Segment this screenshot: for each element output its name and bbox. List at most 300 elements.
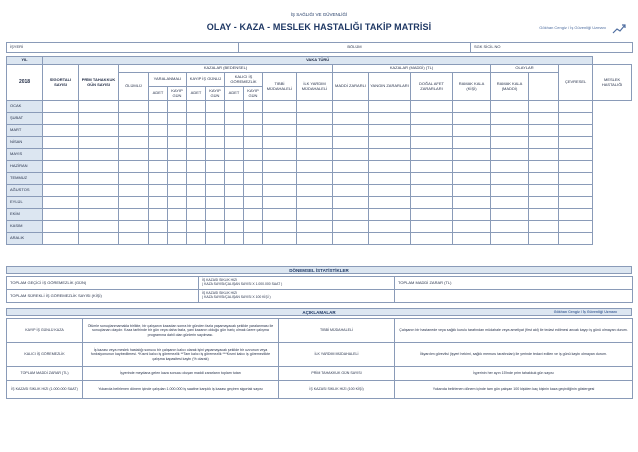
data-cell[interactable]	[225, 233, 244, 245]
data-cell[interactable]	[411, 221, 453, 233]
data-cell[interactable]	[453, 209, 491, 221]
info-row	[6, 42, 633, 53]
data-cell[interactable]	[79, 113, 119, 125]
data-cell[interactable]	[529, 197, 559, 209]
data-cell[interactable]	[225, 101, 244, 113]
data-cell[interactable]	[225, 149, 244, 161]
data-cell[interactable]	[168, 185, 187, 197]
data-cell[interactable]	[453, 185, 491, 197]
data-cell[interactable]	[244, 185, 263, 197]
data-cell[interactable]	[559, 137, 593, 149]
data-cell[interactable]	[187, 197, 206, 209]
data-cell[interactable]	[149, 233, 168, 245]
data-cell[interactable]	[529, 185, 559, 197]
data-cell[interactable]	[225, 173, 244, 185]
data-cell[interactable]	[79, 125, 119, 137]
data-cell[interactable]	[333, 113, 369, 125]
lost-workday-days-header: KAYIP GÜN	[206, 87, 225, 101]
explanation-row	[7, 319, 633, 343]
fire-loss-header: YANGIN ZARARLARI	[369, 73, 411, 101]
table-row	[7, 113, 632, 125]
data-cell[interactable]	[333, 149, 369, 161]
data-cell[interactable]	[149, 149, 168, 161]
data-cell[interactable]	[297, 137, 333, 149]
data-cell[interactable]	[333, 209, 369, 221]
data-cell[interactable]	[491, 209, 529, 221]
data-cell[interactable]	[263, 149, 297, 161]
explanation-text: İşyerinin her ayın 15'inde prim tahakkuk gün sayısı	[395, 367, 633, 381]
month-label: ARALIK	[7, 233, 43, 245]
data-cell[interactable]	[149, 161, 168, 173]
table-row	[7, 125, 632, 137]
data-cell[interactable]	[369, 233, 411, 245]
accidents-material-header: KAZALAR (MADDİ) (TL)	[333, 65, 491, 73]
disability-count-header: ADET	[225, 87, 244, 101]
sgk-field[interactable]: SGK SİCİL NO	[471, 43, 633, 53]
data-cell[interactable]	[206, 233, 225, 245]
data-cell[interactable]	[79, 149, 119, 161]
data-cell[interactable]	[119, 149, 149, 161]
data-cell[interactable]	[453, 149, 491, 161]
data-cell[interactable]	[149, 197, 168, 209]
lost-workday-count-header: ADET	[187, 87, 206, 101]
material-damage-header: MADDİ ZARARLI	[333, 73, 369, 101]
data-cell[interactable]	[119, 161, 149, 173]
data-cell[interactable]	[333, 101, 369, 113]
data-cell[interactable]	[168, 161, 187, 173]
disability-days-header: KAYIP GÜN	[244, 87, 263, 101]
data-cell[interactable]	[263, 173, 297, 185]
data-cell[interactable]	[453, 221, 491, 233]
data-cell[interactable]	[43, 173, 79, 185]
data-cell[interactable]	[187, 233, 206, 245]
data-cell[interactable]	[206, 197, 225, 209]
data-cell[interactable]	[225, 161, 244, 173]
data-cell[interactable]	[168, 113, 187, 125]
data-cell[interactable]	[244, 149, 263, 161]
data-cell[interactable]	[79, 233, 119, 245]
data-cell[interactable]	[244, 161, 263, 173]
data-cell[interactable]	[206, 161, 225, 173]
data-cell[interactable]	[168, 149, 187, 161]
page-title: OLAY - KAZA - MESLEK HASTALIĞI TAKİP MATRİSİ	[206, 22, 432, 32]
explanation-text: Çalışanın bir hastanede veya sağlık kurulu tarafından müdahale veya ameliyat (first aid) ile tedavi edilmesi ancak kayıp iş günü olmayan durum.	[395, 319, 633, 343]
data-cell[interactable]	[491, 113, 529, 125]
data-cell[interactable]	[453, 137, 491, 149]
near-miss-person-header: RAMAK KALA (KİŞİ)	[453, 73, 491, 101]
data-cell[interactable]	[333, 197, 369, 209]
data-cell[interactable]	[263, 221, 297, 233]
data-cell[interactable]	[43, 209, 79, 221]
data-cell[interactable]	[297, 161, 333, 173]
data-cell[interactable]	[333, 185, 369, 197]
explanation-text: İşyerinde meydana gelen kaza sonucu oluşan maddi zararların toplam tutarı	[83, 367, 279, 381]
data-cell[interactable]	[119, 197, 149, 209]
data-cell[interactable]	[206, 125, 225, 137]
data-cell[interactable]	[411, 113, 453, 125]
data-cell[interactable]	[244, 125, 263, 137]
data-cell[interactable]	[491, 233, 529, 245]
month-label: EYLÜL	[7, 197, 43, 209]
perm-incapacity-label: TOPLAM SÜREKLİ İŞ GÖREMEZLİK SAYISI (KİŞİ)	[7, 290, 199, 303]
total-material-loss-label: TOPLAM MADDİ ZARAR (TL)	[395, 277, 633, 290]
month-label: TEMMUZ	[7, 173, 43, 185]
data-cell[interactable]	[491, 137, 529, 149]
month-label: NİSAN	[7, 137, 43, 149]
data-cell[interactable]	[206, 185, 225, 197]
data-cell[interactable]	[43, 137, 79, 149]
table-row	[7, 197, 632, 209]
data-cell[interactable]	[369, 137, 411, 149]
event-type-label: VAKA TÜRÜ	[43, 57, 593, 65]
data-cell[interactable]	[187, 113, 206, 125]
data-cell[interactable]	[119, 185, 149, 197]
stats-empty-cell	[395, 290, 633, 303]
data-cell[interactable]	[529, 173, 559, 185]
data-cell[interactable]	[244, 101, 263, 113]
data-cell[interactable]	[225, 113, 244, 125]
data-cell[interactable]	[263, 101, 297, 113]
table-row	[7, 209, 632, 221]
data-cell[interactable]	[559, 161, 593, 173]
data-cell[interactable]	[187, 149, 206, 161]
month-label: EKİM	[7, 209, 43, 221]
explanation-row	[7, 367, 633, 381]
data-cell[interactable]	[263, 185, 297, 197]
month-label: OCAK	[7, 101, 43, 113]
data-cell[interactable]	[187, 185, 206, 197]
tracking-matrix	[6, 56, 632, 245]
explanations-table	[6, 318, 633, 399]
data-cell[interactable]	[244, 233, 263, 245]
data-cell[interactable]	[411, 101, 453, 113]
data-cell[interactable]	[187, 173, 206, 185]
data-cell[interactable]	[529, 149, 559, 161]
data-cell[interactable]	[529, 137, 559, 149]
data-cell[interactable]	[297, 173, 333, 185]
table-row	[7, 221, 632, 233]
data-cell[interactable]	[263, 125, 297, 137]
data-cell[interactable]	[333, 221, 369, 233]
explanation-text: Yukarıda belirlenen dönem içinde çalışılan 1.000.000 iş saatine karşılık iş kazası geçiren sigortalı sayısı	[83, 381, 279, 399]
table-row	[7, 233, 632, 245]
data-cell[interactable]	[187, 209, 206, 221]
data-cell[interactable]	[559, 209, 593, 221]
data-cell[interactable]	[559, 185, 593, 197]
data-cell[interactable]	[119, 233, 149, 245]
explanations-note: Gökhan Cengiz / İş Güvenliği Uzmanı	[553, 310, 617, 314]
table-row	[7, 137, 632, 149]
data-cell[interactable]	[79, 101, 119, 113]
data-cell[interactable]	[411, 197, 453, 209]
data-cell[interactable]	[297, 125, 333, 137]
data-cell[interactable]	[559, 101, 593, 113]
explanation-row	[7, 381, 633, 399]
treatment-header: TIBBİ MÜDAHALELİ	[263, 73, 297, 101]
disability-header: KALICI İŞ GÖREMEZLİK	[225, 73, 263, 87]
data-cell[interactable]	[369, 197, 411, 209]
data-cell[interactable]	[244, 221, 263, 233]
lost-workday-header: KAYIP İŞ GÜNLÜ	[187, 73, 225, 87]
data-cell[interactable]	[225, 185, 244, 197]
data-cell[interactable]	[79, 209, 119, 221]
data-cell[interactable]	[168, 125, 187, 137]
data-cell[interactable]	[119, 209, 149, 221]
data-cell[interactable]	[453, 173, 491, 185]
explanation-term: İLK YARDIM MÜDAHALELİ	[279, 343, 395, 367]
data-cell[interactable]	[43, 161, 79, 173]
data-cell[interactable]	[43, 113, 79, 125]
data-cell[interactable]	[168, 221, 187, 233]
explanation-term: KAYIP İŞ GÜNLÜ KAZA	[7, 319, 83, 343]
data-cell[interactable]	[559, 197, 593, 209]
data-cell[interactable]	[453, 125, 491, 137]
data-cell[interactable]	[529, 221, 559, 233]
data-cell[interactable]	[369, 185, 411, 197]
data-cell[interactable]	[369, 149, 411, 161]
death-header: ÖLÜMLÜ	[119, 73, 149, 101]
trend-chart-icon	[612, 23, 626, 35]
data-cell[interactable]	[411, 125, 453, 137]
data-cell[interactable]	[149, 101, 168, 113]
data-cell[interactable]	[206, 137, 225, 149]
data-cell[interactable]	[369, 161, 411, 173]
data-cell[interactable]	[206, 101, 225, 113]
month-label: MART	[7, 125, 43, 137]
data-cell[interactable]	[297, 209, 333, 221]
data-cell[interactable]	[149, 125, 168, 137]
data-cell[interactable]	[411, 233, 453, 245]
data-cell[interactable]	[297, 149, 333, 161]
stats-table	[6, 276, 633, 303]
data-cell[interactable]	[263, 113, 297, 125]
data-cell[interactable]	[529, 113, 559, 125]
data-cell[interactable]	[559, 233, 593, 245]
data-cell[interactable]	[187, 221, 206, 233]
data-cell[interactable]	[206, 209, 225, 221]
data-cell[interactable]	[79, 221, 119, 233]
data-cell[interactable]	[43, 185, 79, 197]
data-cell[interactable]	[79, 197, 119, 209]
data-cell[interactable]	[149, 173, 168, 185]
data-cell[interactable]	[559, 149, 593, 161]
data-cell[interactable]	[411, 209, 453, 221]
data-cell[interactable]	[225, 137, 244, 149]
data-cell[interactable]	[244, 173, 263, 185]
data-cell[interactable]	[187, 137, 206, 149]
data-cell[interactable]	[187, 161, 206, 173]
table-row	[7, 101, 632, 113]
explanation-term: İŞ KAZASI SIKLIK HIZI (1.000.000 SAAT)	[7, 381, 83, 399]
data-cell[interactable]	[168, 233, 187, 245]
data-cell[interactable]	[149, 209, 168, 221]
data-cell[interactable]	[411, 137, 453, 149]
data-cell[interactable]	[297, 185, 333, 197]
data-cell[interactable]	[453, 197, 491, 209]
data-cell[interactable]	[225, 209, 244, 221]
incidents-header: OLAYLAR	[491, 65, 559, 73]
data-cell[interactable]	[529, 161, 559, 173]
data-cell[interactable]	[453, 161, 491, 173]
data-cell[interactable]	[263, 197, 297, 209]
data-cell[interactable]	[43, 125, 79, 137]
department-field[interactable]: BÖLÜM	[239, 43, 471, 53]
author-note: Gökhan Cengiz / İş Güvenliği Uzmanı	[539, 25, 606, 30]
data-cell[interactable]	[297, 101, 333, 113]
data-cell[interactable]	[453, 101, 491, 113]
explanation-text: İlkyardım görevlisi (işyeri hekimi, sağlık memuru tarafından) ile yerinde tedavi edilen ve iş günü kaybı olmayan durum.	[395, 343, 633, 367]
header-subtitle: İŞ SAĞLIĞI VE GÜVENLİĞİ	[290, 12, 348, 17]
data-cell[interactable]	[559, 173, 593, 185]
data-cell[interactable]	[529, 233, 559, 245]
data-cell[interactable]	[225, 125, 244, 137]
data-cell[interactable]	[119, 221, 149, 233]
temp-incapacity-label: TOPLAM GEÇİCİ İŞ GÖREMEZLİK (GÜN)	[7, 277, 199, 290]
data-cell[interactable]	[491, 149, 529, 161]
data-cell[interactable]	[491, 197, 529, 209]
data-cell[interactable]	[559, 113, 593, 125]
data-cell[interactable]	[297, 221, 333, 233]
data-cell[interactable]	[333, 125, 369, 137]
data-cell[interactable]	[244, 209, 263, 221]
data-cell[interactable]	[263, 233, 297, 245]
explanation-term: PRİM TAHAKKUK GÜN SAYISI	[279, 367, 395, 381]
data-cell[interactable]	[559, 221, 593, 233]
data-cell[interactable]	[43, 101, 79, 113]
data-cell[interactable]	[206, 149, 225, 161]
data-cell[interactable]	[491, 173, 529, 185]
data-cell[interactable]	[119, 113, 149, 125]
data-cell[interactable]	[168, 137, 187, 149]
data-cell[interactable]	[369, 209, 411, 221]
data-cell[interactable]	[79, 137, 119, 149]
table-row	[7, 173, 632, 185]
year-label: YIL	[7, 57, 43, 65]
data-cell[interactable]	[411, 185, 453, 197]
data-cell[interactable]	[225, 221, 244, 233]
data-cell[interactable]	[119, 125, 149, 137]
natural-disaster-header: DOĞAL AFET ZARARLARI	[411, 73, 453, 101]
data-cell[interactable]	[453, 113, 491, 125]
explanation-term: KALICI İŞ GÖREMEZLİK	[7, 343, 83, 367]
data-cell[interactable]	[369, 173, 411, 185]
data-cell[interactable]	[244, 197, 263, 209]
data-cell[interactable]	[263, 209, 297, 221]
month-label: ŞUBAT	[7, 113, 43, 125]
freq-rate-2: İŞ KAZASI SIKLIK HIZI ( KAZA SAYISI/ÇALIŞAN SAYISI X 100 KİŞİ )	[199, 290, 395, 303]
data-cell[interactable]	[119, 173, 149, 185]
explanation-term: TIBBİ MÜDAHALELİ	[279, 319, 395, 343]
data-cell[interactable]	[263, 137, 297, 149]
injured-count-header: ADET	[149, 87, 168, 101]
data-cell[interactable]	[559, 125, 593, 137]
data-cell[interactable]	[119, 101, 149, 113]
data-cell[interactable]	[491, 125, 529, 137]
occupational-disease-header: MESLEK HASTALIĞI	[593, 65, 632, 101]
first-aid-header: İLK YARDIM MÜDAHALELİ	[297, 73, 333, 101]
data-cell[interactable]	[491, 221, 529, 233]
data-cell[interactable]	[369, 113, 411, 125]
data-cell[interactable]	[79, 173, 119, 185]
data-cell[interactable]	[149, 185, 168, 197]
data-cell[interactable]	[529, 125, 559, 137]
data-cell[interactable]	[149, 221, 168, 233]
data-cell[interactable]	[529, 209, 559, 221]
data-cell[interactable]	[453, 233, 491, 245]
freq-rate-1: İŞ KAZASI SIKLIK HIZI ( KAZA SAYISI/ÇALIŞAN SAYISI X 1.000.000 SAAT )	[199, 277, 395, 290]
data-cell[interactable]	[244, 113, 263, 125]
data-cell[interactable]	[187, 125, 206, 137]
month-label: HAZİRAN	[7, 161, 43, 173]
data-cell[interactable]	[79, 185, 119, 197]
data-cell[interactable]	[297, 113, 333, 125]
explanations-section-title: AÇIKLAMALAR Gökhan Cengiz / İş Güvenliği Uzmanı	[6, 308, 632, 316]
data-cell[interactable]	[411, 173, 453, 185]
data-cell[interactable]	[369, 221, 411, 233]
data-cell[interactable]	[206, 173, 225, 185]
data-cell[interactable]	[369, 101, 411, 113]
data-cell[interactable]	[168, 197, 187, 209]
month-label: KASIM	[7, 221, 43, 233]
data-cell[interactable]	[168, 209, 187, 221]
data-cell[interactable]	[43, 149, 79, 161]
data-cell[interactable]	[168, 173, 187, 185]
injured-header: YARALANMALI	[149, 73, 187, 87]
data-cell[interactable]	[149, 137, 168, 149]
page-header	[6, 10, 632, 44]
data-cell[interactable]	[297, 233, 333, 245]
explanation-text: Yukarıda belirlenen dönem içinde tam gün çalışan 100 kişiden kaç kişinin kaza geçirdiğinin göstergesi	[395, 381, 633, 399]
month-label: AĞUSTOS	[7, 185, 43, 197]
data-cell[interactable]	[187, 101, 206, 113]
data-cell[interactable]	[491, 185, 529, 197]
data-cell[interactable]	[491, 161, 529, 173]
data-cell[interactable]	[43, 233, 79, 245]
workplace-field[interactable]: İŞYERİ	[7, 43, 239, 53]
year-value[interactable]: 2018	[7, 65, 43, 101]
explanation-term: İŞ KAZASI SIKLIK HIZI (100 KİŞİ)	[279, 381, 395, 399]
insured-label: SİGORTALI SAYISI	[43, 65, 79, 101]
month-label: MAYIS	[7, 149, 43, 161]
data-cell[interactable]	[297, 197, 333, 209]
data-cell[interactable]	[43, 197, 79, 209]
data-cell[interactable]	[333, 233, 369, 245]
table-row	[7, 161, 632, 173]
data-cell[interactable]	[411, 161, 453, 173]
data-cell[interactable]	[333, 161, 369, 173]
explanation-term: TOPLAM MADDİ ZARAR (TL)	[7, 367, 83, 381]
accidents-bodily-header: KAZALAR (BEDENSEL)	[119, 65, 333, 73]
data-cell[interactable]	[529, 101, 559, 113]
data-cell[interactable]	[79, 161, 119, 173]
data-cell[interactable]	[206, 113, 225, 125]
data-cell[interactable]	[263, 161, 297, 173]
data-cell[interactable]	[168, 101, 187, 113]
data-cell[interactable]	[491, 101, 529, 113]
data-cell[interactable]	[333, 173, 369, 185]
data-cell[interactable]	[244, 137, 263, 149]
data-cell[interactable]	[225, 197, 244, 209]
data-cell[interactable]	[119, 137, 149, 149]
data-cell[interactable]	[411, 149, 453, 161]
data-cell[interactable]	[149, 113, 168, 125]
data-cell[interactable]	[206, 221, 225, 233]
injured-lost-days-header: KAYIP GÜN	[168, 87, 187, 101]
data-cell[interactable]	[333, 137, 369, 149]
data-cell[interactable]	[369, 125, 411, 137]
stats-section-title: DÖNEMSEL İSTATİSTİKLER	[6, 266, 632, 274]
data-cell[interactable]	[43, 221, 79, 233]
